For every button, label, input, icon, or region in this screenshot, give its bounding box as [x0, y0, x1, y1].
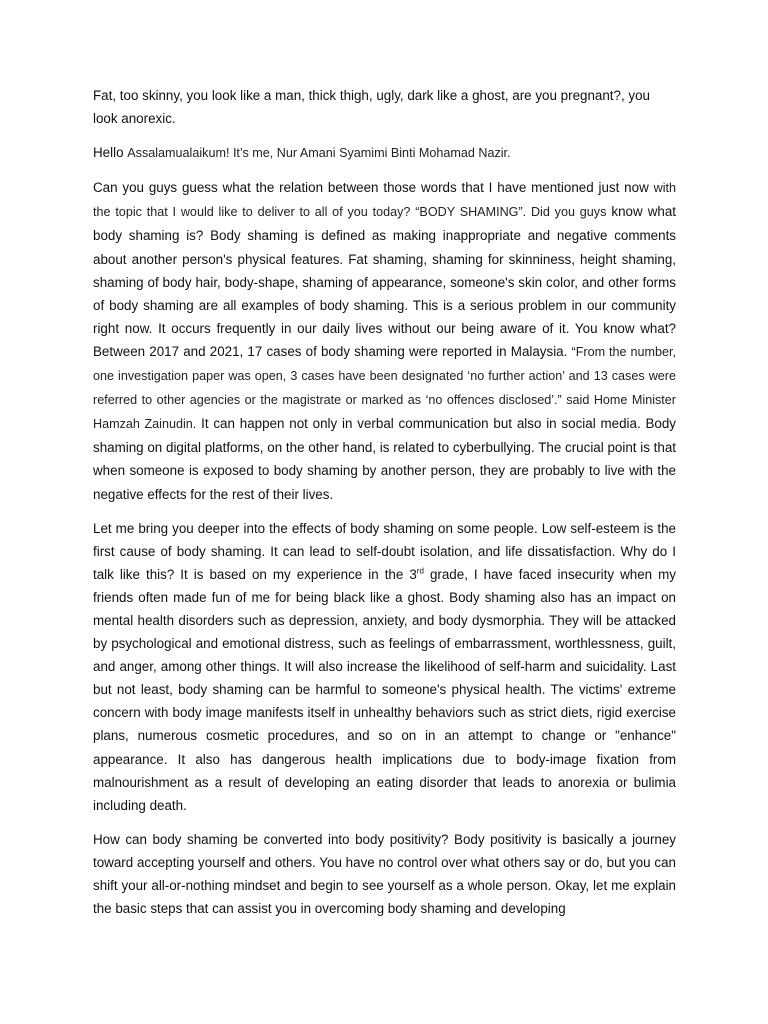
para1-part-e: It can happen not only in verbal communication but also in social media. Body shaming on digital platforms, on the other hand, is related to cyberbullying. The crucial point is that when someone is exposed to body shaming by another person, they are probably to live with the negative effects for the rest of their lives. — [93, 416, 676, 502]
greeting-paragraph — [93, 141, 676, 165]
intro-paragraph: Fat, too skinny, you look like a man, thick thigh, ugly, dark like a ghost, are you pregnant?, you look anorexic. — [93, 88, 651, 127]
para1-part-c: know what body shaming is? Body shaming is defined as making inappropriate and negative comments about another person's physical features. Fat shaming, shaming for skinniness, height shaming, shaming of body hair, body-shape, shaming of appearance, someone's skin color, and other forms of body shaming are all examples of body shaming. This is a serious problem in our community right now. It occurs frequently in our daily lives without our being aware of it. You know what? Between 2017 and 2021, 17 cases of body shaming were reported in Malaysia. — [93, 204, 676, 359]
body-paragraph-3: How can body shaming be converted into body positivity? Body positivity is basically a journey toward accepting yourself and others. You have no control over what others say or do, but you can shift your all-or-nothing mindset and begin to see yourself as a whole person. Okay, let me explain the basic steps that can assist you in overcoming body shaming and developing — [93, 831, 676, 917]
para2-part-a: Let me bring you deeper into the effects of body shaming on some people. Low self-esteem is the first cause of body shaming. It can lead to self-doubt isolation, and life dissatisfaction. Why do I talk like this? It is based on my experience in the 3 — [93, 520, 676, 582]
greeting-hello: Hello — [93, 145, 128, 161]
body-paragraph-2 — [93, 517, 676, 817]
body-paragraph-1 — [93, 176, 676, 505]
greeting-rest: Assalamualaikum! It’s me, Nur Amani Syamimi Binti Mohamad Nazir. — [127, 146, 511, 161]
para2-part-b: grade, I have faced insecurity when my friends often made fun of me for being black like a ghost. Body shaming also has an impact on mental health disorders such as depression, anxiety, and body dysmorphia. They will be attacked by psychological and emotional distress, such as feelings of embarrassment, worthlessness, guilt, and anger, among other things. It will also increase the likelihood of self-harm and suicidality. Last but not least, body shaming can be harmful to someone's physical health. The victims' extreme concern with body image manifests itself in unhealthy behaviors such as strict diets, rigid exercise plans, numerous cosmetic procedures, and so on in an attempt to change or "enhance" appearance. It also has dangerous health implications due to body-image fixation from malnourishment as a result of developing an eating disorder that leads to anorexia or bulimia including death. — [93, 566, 676, 813]
para1-part-a: Can you guys guess what the relation between those words that I have mentioned just now — [93, 180, 654, 196]
ordinal-suffix: rd — [416, 566, 424, 576]
para1-quote: “From the number, one investigation paper was open, 3 cases have been designated ‘no further action’ and 13 cases were referred to other agencies or the magistrate or marked as ‘no offences disclosed’.” said Home Minister Hamzah Zainudin. — [93, 344, 676, 432]
para1-part-b: with the topic that I would like to deliver to all of you today? “BODY SHAMING”. Did you guys — [93, 181, 676, 220]
